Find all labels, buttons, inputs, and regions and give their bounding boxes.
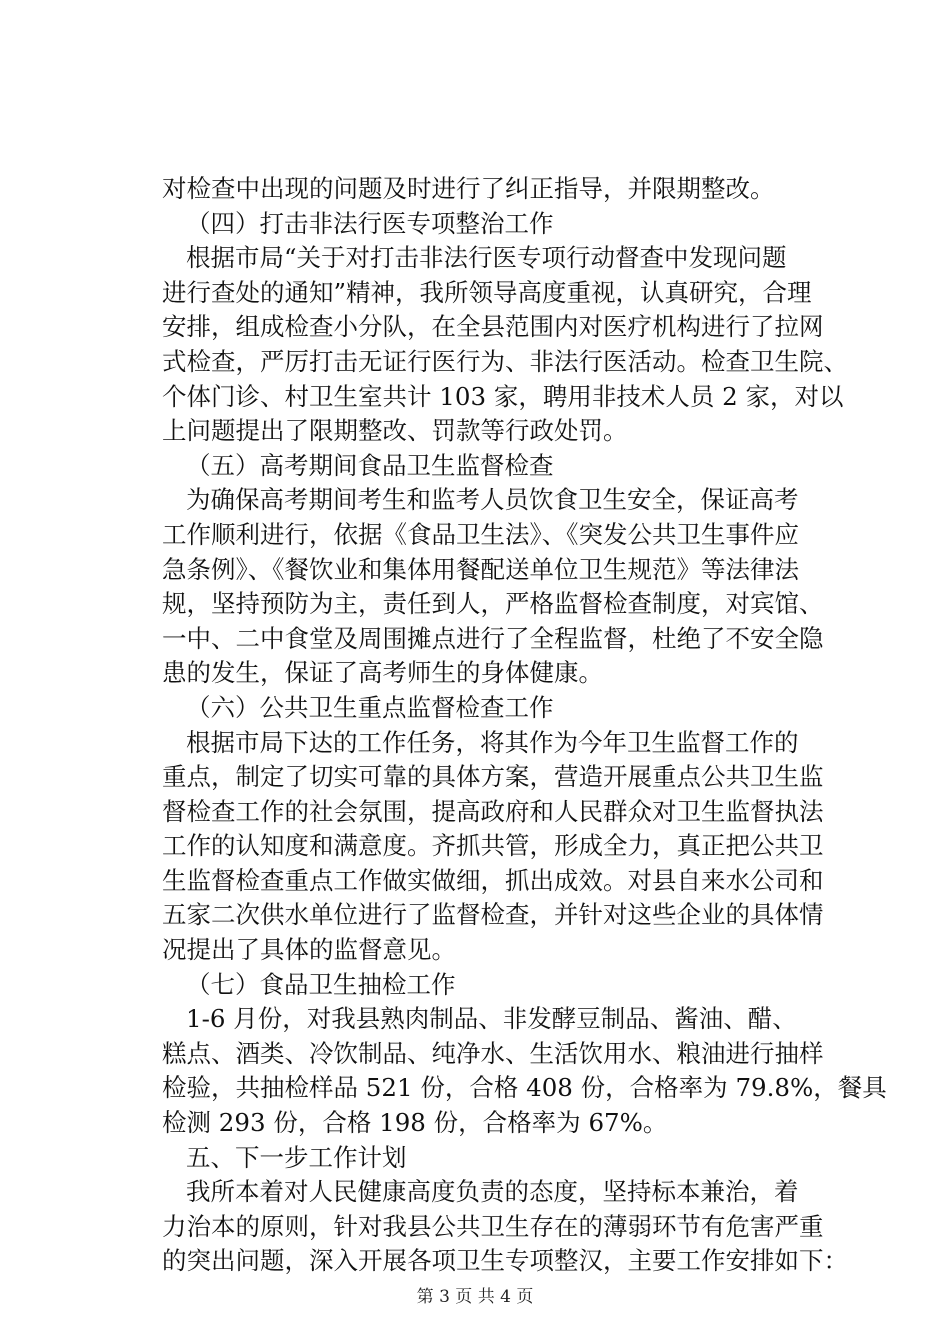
section-heading: 五、下一步工作计划 [186,1142,407,1172]
paragraph-line: 对检查中出现的问题及时进行了纠正指导，并限期整改。 [162,174,775,203]
paragraph-line: 糕点、酒类、冷饮制品、纯净水、生活饮用水、粮油进行抽样 [162,1038,824,1068]
paragraph-line: 根据市局“关于对打击非法行医专项行动督查中发现问题 [186,243,787,273]
section-heading: （四）打击非法行医专项整治工作 [186,208,554,238]
paragraph-line: 个体门诊、村卫生室共计 103 家，聘用非技术人员 2 家，对以 [162,381,844,411]
paragraph-line: 进行查处的通知”精神，我所领导高度重视，认真研究，合理 [162,277,812,307]
paragraph-line: 况提出了具体的监督意见。 [162,935,456,965]
paragraph-line: 重点，制定了切实可靠的具体方案，营造开展重点公共卫生监 [162,762,824,792]
paragraph-line: 工作的认知度和满意度。齐抓共管，形成全力，真正把公共卫 [162,831,824,861]
paragraph-line: 安排，组成检查小分队，在全县范围内对医疗机构进行了拉网 [162,312,824,342]
paragraph-line: 检测 293 份，合格 198 份，合格率为 67%。 [162,1108,668,1138]
section-heading: （六）公共卫生重点监督检查工作 [186,692,554,722]
paragraph-line: 上问题提出了限期整改、罚款等行政处罚。 [162,416,628,446]
paragraph-line: 检验，共抽检样品 521 份，合格 408 份，合格率为 79.8%，餐具 [162,1073,887,1103]
paragraph-line: 式检查，严厉打击无证行医行为、非法行医活动。检查卫生院、 [162,346,848,376]
paragraph-line: 督检查工作的社会氛围，提高政府和人民群众对卫生监督执法 [162,796,824,826]
paragraph-line: 的突出问题，深入开展各项卫生专项整汉，主要工作安排如下： [162,1246,848,1276]
paragraph-line: 患的发生，保证了高考师生的身体健康。 [162,658,603,688]
paragraph-line: 1-6 月份，对我县熟肉制品、非发酵豆制品、酱油、醋、 [186,1004,797,1034]
paragraph-line: 根据市局下达的工作任务，将其作为今年卫生监督工作的 [186,727,799,757]
paragraph-line: 我所本着对人民健康高度负责的态度，坚持标本兼治，着 [186,1177,799,1207]
paragraph-line: 一中、二中食堂及周围摊点进行了全程监督，杜绝了不安全隐 [162,623,824,653]
paragraph-line: 力治本的原则，针对我县公共卫生存在的薄弱环节有危害严重 [162,1211,824,1241]
paragraph-line: 生监督检查重点工作做实做细，抓出成效。对县自来水公司和 [162,865,824,895]
section-heading: （七）食品卫生抽检工作 [186,969,456,999]
paragraph-line: 急条例》、《餐饮业和集体用餐配送单位卫生规范》等法律法 [162,554,799,584]
page-footer: 第 3 页 共 4 页 [416,1287,534,1307]
paragraph-line: 为确保高考期间考生和监考人员饮食卫生安全，保证高考 [186,485,799,515]
paragraph-line: 工作顺利进行，依据《食品卫生法》、《突发公共卫生事件应 [162,519,799,549]
section-heading: （五）高考期间食品卫生监督检查 [186,450,554,480]
document-body [162,172,887,1279]
paragraph-line: 五家二次供水单位进行了监督检查，并针对这些企业的具体情 [162,900,824,930]
paragraph-line: 规，坚持预防为主，责任到人，严格监督检查制度，对宾馆、 [162,589,824,619]
